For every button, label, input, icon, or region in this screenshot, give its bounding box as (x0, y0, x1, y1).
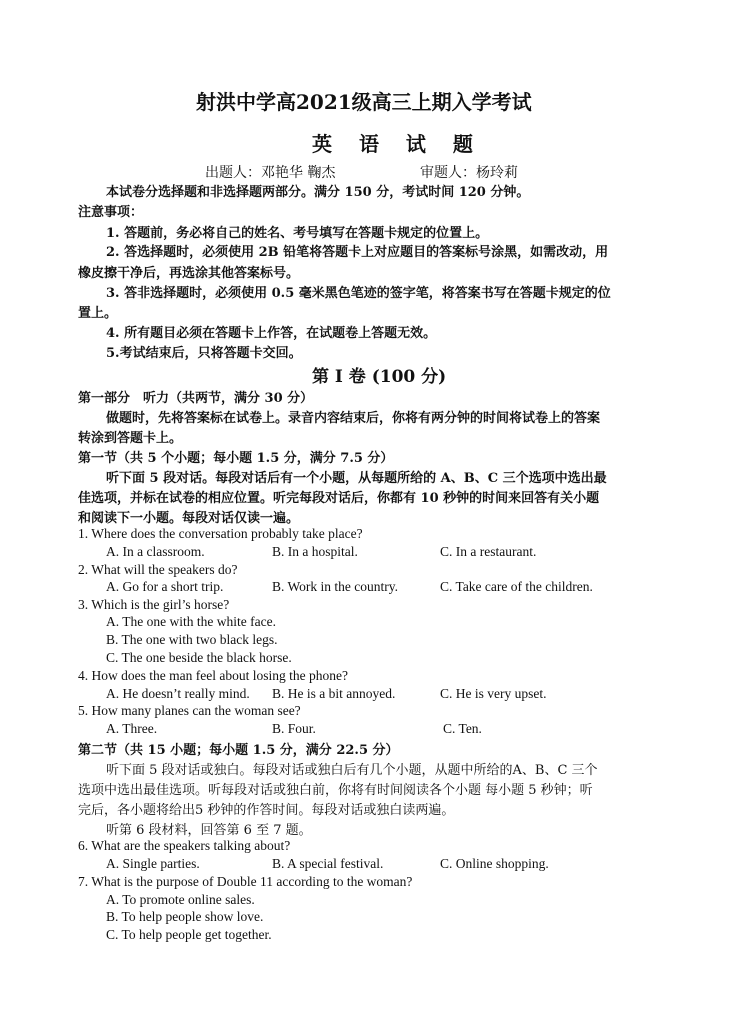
question-2-option-c: C. Take care of the children. (440, 579, 593, 594)
section1-desc-3: 和阅读下一小题。每段对话仅读一遍。 (78, 511, 300, 526)
question-5-option-c: C. Ten. (443, 721, 482, 736)
section1-desc-1: 听下面 5 段对话。每段对话后有一个小题，从每题所给的 A、B、C 三个选项中选出最 (106, 471, 607, 486)
note-2: 2. 答选择题时，必须使用 2B 铅笔将答题卡上对应题目的答案标号涂黑，如需改动，用 (106, 245, 609, 260)
material-6-instruction: 听第 6 段材料，回答第 6 至 7 题。 (106, 823, 312, 838)
question-2-option-a: A. Go for a short trip. (106, 579, 224, 594)
part1-desc-cont: 转涂到答题卡上。 (78, 431, 183, 446)
question-3-option-b: B. The one with two black legs. (106, 632, 278, 647)
question-6-option-c: C. Online shopping. (440, 856, 549, 871)
note-3-cont: 置上。 (78, 306, 118, 321)
section1-desc-2: 佳选项，并标在试卷的相应位置。听完每段对话后，你都有 10 秒钟的时间来回答有关小题 (78, 491, 600, 506)
exam-title: 射洪中学高2021级高三上期入学考试 (196, 90, 532, 114)
question-3: 3. Which is the girl’s horse? (78, 597, 230, 612)
question-4-option-c: C. He is very upset. (440, 686, 547, 701)
note-4: 4. 所有题目必须在答题卡上作答，在试题卷上答题无效。 (106, 326, 437, 341)
question-1-option-c: C. In a restaurant. (440, 544, 537, 559)
note-3: 3. 答非选择题时，必须使用 0.5 毫米黑色笔迹的签字笔，将答案书写在答题卡规定的位 (106, 286, 611, 301)
question-1-option-b: B. In a hospital. (272, 544, 358, 559)
note-1: 1. 答题前，务必将自己的姓名、考号填写在答题卡规定的位置上。 (106, 226, 489, 241)
question-5-option-a: A. Three. (106, 721, 158, 736)
question-1-option-a: A. In a classroom. (106, 544, 205, 559)
volume-heading: 第 I 卷 (100 分) (312, 367, 447, 387)
question-6-option-b: B. A special festival. (272, 856, 384, 871)
question-7-option-c: C. To help people get together. (106, 927, 272, 942)
part1-desc: 做题时，先将答案标在试卷上。录音内容结束后，你将有两分钟的时间将试卷上的答案 (106, 411, 601, 426)
note-5: 5.考试结束后，只将答题卡交回。 (106, 346, 302, 361)
notes-heading: 注意事项： (78, 205, 144, 220)
question-4: 4. How does the man feel about losing the phone? (78, 668, 348, 683)
question-7-option-b: B. To help people show love. (106, 909, 264, 924)
question-4-option-b: B. He is a bit annoyed. (272, 686, 396, 701)
section2-desc-3: 完后，各小题将给出5 秒钟的作答时间。每段对话或独白读两遍。 (78, 803, 455, 818)
question-1: 1. Where does the conversation probably take place? (78, 526, 363, 541)
exam-reviewer: 审题人：杨玲莉 (420, 165, 518, 181)
part1-heading: 第一部分 听力（共两节，满分 30 分） (78, 391, 314, 406)
question-4-option-a: A. He doesn’t really mind. (106, 686, 250, 701)
question-6-option-a: A. Single parties. (106, 856, 200, 871)
question-2: 2. What will the speakers do? (78, 562, 238, 577)
question-6: 6. What are the speakers talking about? (78, 838, 291, 853)
section2-desc-2: 选项中选出最佳选项。听每段对话或独白前，你将有时间阅读各个小题 每小题 5 秒钟；听 (78, 783, 593, 798)
question-2-option-b: B. Work in the country. (272, 579, 399, 594)
section2-desc-1: 听下面 5 段对话或独白。每段对话或独白后有几个小题，从题中所给的A、B、C 三个 (106, 763, 598, 778)
note-2-cont: 橡皮擦干净后，再选涂其他答案标号。 (78, 266, 300, 281)
question-3-option-c: C. The one beside the black horse. (106, 650, 292, 665)
exam-authors: 出题人：邓艳华 鞠杰 (205, 165, 336, 181)
question-5-option-b: B. Four. (272, 721, 316, 736)
question-5: 5. How many planes can the woman see? (78, 703, 301, 718)
section1-heading: 第一节（共 5 个小题；每小题 1.5 分，满分 7.5 分） (78, 451, 394, 466)
exam-subtitle: 英 语 试 题 (312, 132, 483, 156)
section2-heading: 第二节（共 15 小题；每小题 1.5 分，满分 22.5 分） (78, 743, 399, 758)
question-7: 7. What is the purpose of Double 11 according to the woman? (78, 874, 413, 889)
question-7-option-a: A. To promote online sales. (106, 892, 255, 907)
intro-paragraph: 本试卷分选择题和非选择题两部分。满分 150 分，考试时间 120 分钟。 (106, 185, 530, 200)
question-3-option-a: A. The one with the white face. (106, 614, 276, 629)
